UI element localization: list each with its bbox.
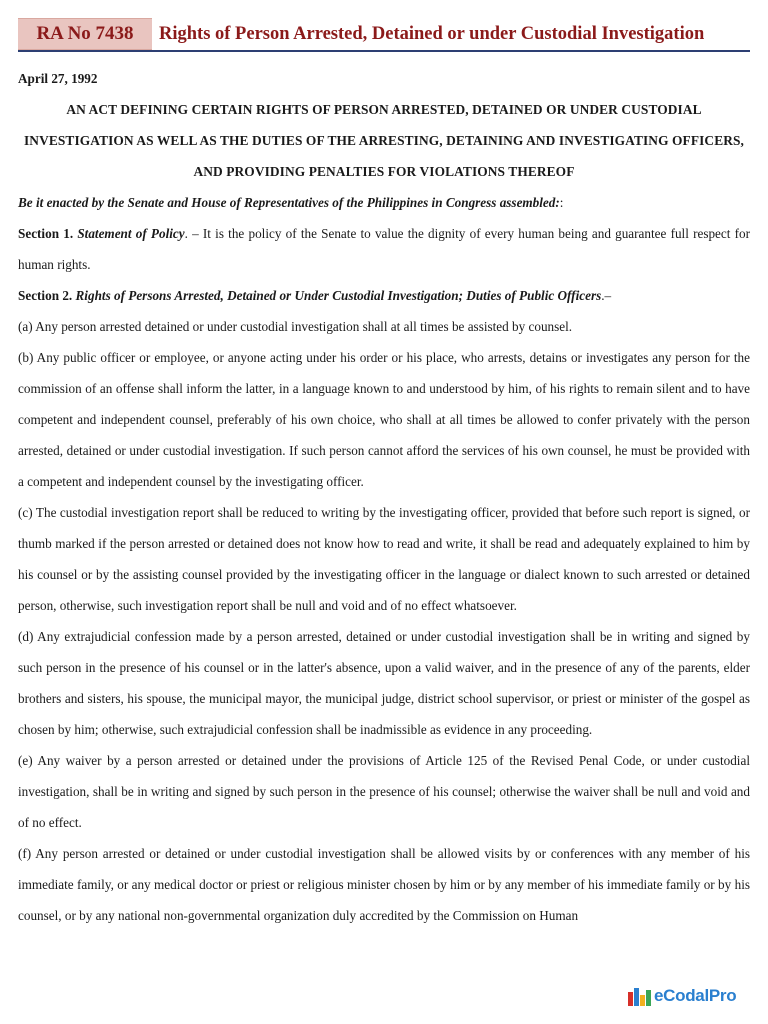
- document-header: [18, 18, 750, 50]
- paragraph-b: (b) Any public officer or employee, or anyone acting under his order or his place, who arrests, detains or investigates any person for the commission of an offense shall inform the latter, in a language known to and understood by him, of his rights to remain silent and to have competent and independent counsel, preferably of his own choice, who shall at all times be allowed to confer privately with the person arrested, detained or under custodial investigation. If such person cannot afford the services of his own counsel, he must be provided with a competent and independent counsel by the investigating officer.: [18, 350, 750, 489]
- act-heading: AN ACT DEFINING CERTAIN RIGHTS OF PERSON ARRESTED, DETAINED OR UNDER CUSTODIAL INVESTIGATION AS WELL AS THE DUTIES OF THE ARRESTING, DETAINING AND INVESTIGATING OFFICERS, AND PROVIDING PENALTIES FOR VIOLATIONS THEREOF: [24, 102, 744, 179]
- enacting-clause: [18, 187, 750, 218]
- document-body: [18, 63, 750, 931]
- section-1: [18, 218, 750, 280]
- paragraph-d: (d) Any extrajudicial confession made by a person arrested, detained or under custodial investigation shall be in writing and signed by such person in the presence of his counsel or in the latter's absence, upon a valid waiver, and in the presence of any of the parents, elder brothers and sisters, his spouse, the municipal mayor, the municipal judge, district school supervisor, or priest or minister of the gospel as chosen by him; otherwise, such extrajudicial confession shall be inadmissible as evidence in any proceeding.: [18, 629, 750, 737]
- section-2: [18, 280, 750, 311]
- logo-bars-icon: [628, 986, 652, 1006]
- header-divider: [18, 50, 750, 52]
- section-1-text: . – It is the policy of the Senate to value the dignity of every human being and guarantee full respect for human rights.: [18, 226, 751, 272]
- ecodalpro-logo: [628, 984, 736, 1008]
- document-date: April 27, 1992: [18, 71, 98, 86]
- logo-text: eCodalPro: [654, 986, 737, 1005]
- paragraph-f: (f) Any person arrested or detained or under custodial investigation shall be allowed visits by or conferences with any member of his immediate family, or any medical doctor or priest or religious minister chosen by him or by any member of his immediate family or by his counsel, or by any national non-governmental organization duly accredited by the Commission on Human: [18, 846, 750, 923]
- section-2-label: Section 2.: [18, 288, 73, 303]
- section-2-suffix: .–: [601, 288, 612, 303]
- section-1-label: Section 1.: [18, 226, 74, 241]
- enacting-clause-suffix: :: [559, 195, 564, 210]
- paragraph-c: (c) The custodial investigation report shall be reduced to writing by the investigating officer, provided that before such report is signed, or thumb marked if the person arrested or detained does not know how to read and write, it shall be read and adequately explained to him by his counsel or by the assisting counsel provided by the investigating officer in the language or dialect known to such arrested or detained person, otherwise, such investigation report shall be null and void and of no effect whatsoever.: [18, 505, 750, 613]
- paragraph-a: (a) Any person arrested detained or under custodial investigation shall at all times be assisted by counsel.: [18, 319, 573, 334]
- section-1-title: Statement of Policy: [77, 226, 185, 241]
- enacting-clause-text: Be it enacted by the Senate and House of Representatives of the Philippines in Congress assembled:: [18, 195, 560, 210]
- act-title: Rights of Person Arrested, Detained or under Custodial Investigation: [159, 23, 705, 44]
- act-number: RA No 7438: [18, 18, 152, 50]
- section-2-title: Rights of Persons Arrested, Detained or Under Custodial Investigation; Duties of Public Officers: [75, 288, 602, 303]
- paragraph-e: (e) Any waiver by a person arrested or detained under the provisions of Article 125 of the Revised Penal Code, or under custodial investigation, shall be in writing and signed by such person in the presence of his counsel; otherwise the waiver shall be null and void and of no effect.: [18, 753, 750, 830]
